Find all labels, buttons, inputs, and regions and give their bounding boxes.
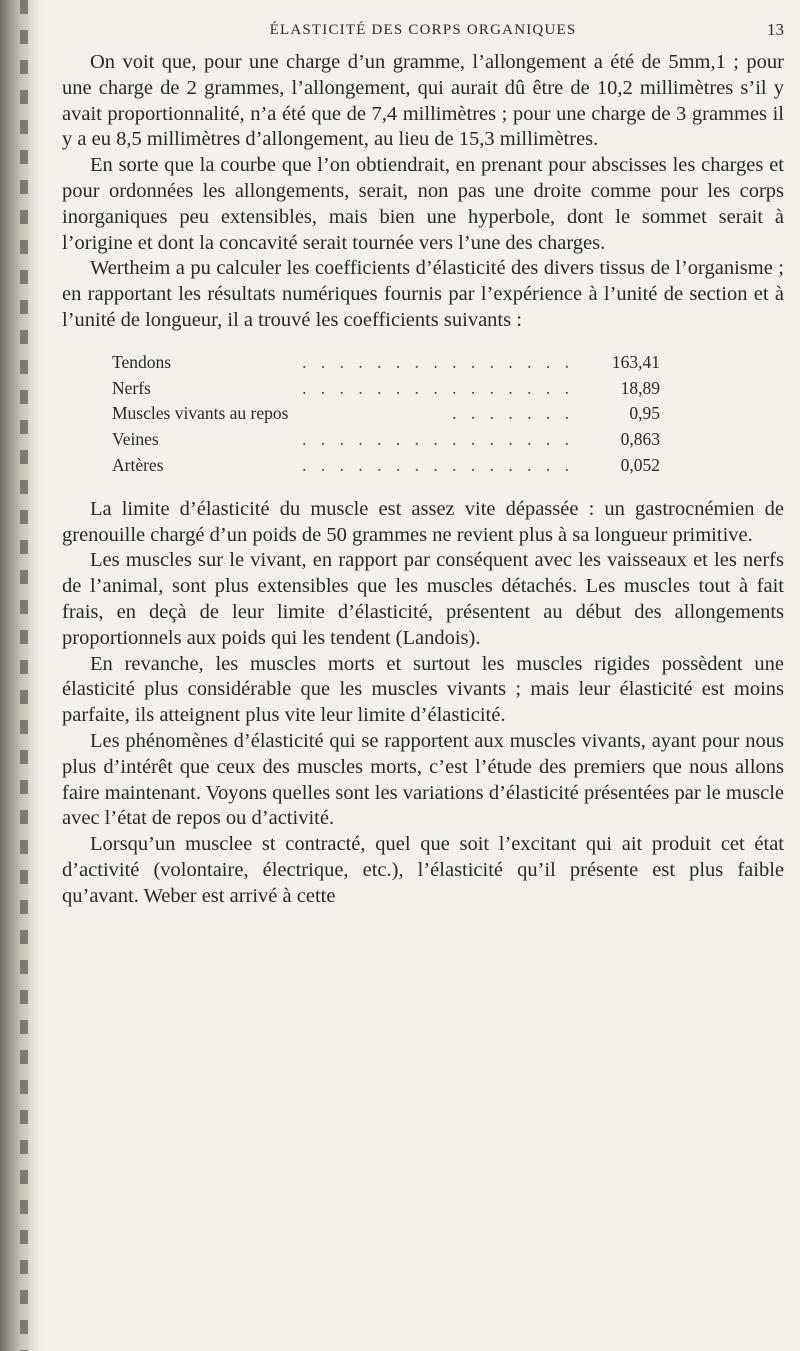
table-row bbox=[112, 453, 660, 479]
paragraph: Les muscles sur le vivant, en rapport par conséquent avec les vaisseaux et les nerfs de l’animal, sont plus extensibles que les muscles détachés. Les muscles tout à fait frais, en deçà de leur limite d’élasticité, présentent au début des allongements proportionnels aux poids qui les tendent (Landois). bbox=[62, 549, 784, 649]
coefficient-value: 18,89 bbox=[620, 377, 660, 398]
paragraph: La limite d’élasticité du muscle est assez vite dépassée : un gastrocnémien de grenouille chargé d’un poids de 50 grammes ne revient plus à sa longueur primitive. bbox=[62, 497, 784, 546]
leader-dots: . . . . . . . . . . . . . . . bbox=[302, 377, 574, 398]
body-text bbox=[62, 50, 784, 910]
table-row bbox=[112, 350, 660, 376]
book-binding-edge bbox=[20, 0, 28, 1351]
paragraph: En sorte que la courbe que l’on obtiendrait, en prenant pour abscisses les charges et pour ordonnées les allongements, serait, non pas une droite comme pour les corps inorganiques peu extensibles, mais bien une hyperbole, dont le sommet serait à l’origine et dont la concavité serait tournée vers l’une des charges. bbox=[62, 154, 784, 254]
coefficient-value: 0,052 bbox=[620, 454, 660, 475]
coefficient-value: 0,95 bbox=[629, 403, 660, 424]
paragraph: On voit que, pour une charge d’un gramme, l’allongement a été de 5mm,1 ; pour une charge de 2 grammes, l’allongement, qui aurait dû être de 10,2 millimètres s’il y avait proportionnalité, n’a été que de 7,4 millimètres ; pour une charge de 3 grammes il y a eu 8,5 millimètres d’allongement, au lieu de 15,3 millimètres. bbox=[62, 51, 784, 151]
tissue-label: Artères bbox=[112, 454, 164, 475]
tissue-label: Muscles vivants au repos bbox=[112, 403, 289, 424]
tissue-label: Tendons bbox=[112, 351, 172, 372]
table-row bbox=[112, 401, 660, 427]
leader-dots: . . . . . . . . . . . . . . . bbox=[302, 351, 574, 372]
coefficient-value: 0,863 bbox=[620, 429, 660, 450]
coefficient-value: 163,41 bbox=[611, 351, 660, 372]
page-number: 13 bbox=[767, 20, 784, 39]
paragraph: Lorsqu’un musclee st contracté, quel que soit l’excitant qui ait produit cet état d’activité (volontaire, électrique, etc.), l’élasticité qu’il présente est plus faible qu’avant. Weber est arrivé à cette bbox=[62, 833, 784, 907]
tissue-label: Nerfs bbox=[112, 377, 151, 398]
tissue-label: Veines bbox=[112, 429, 159, 450]
leader-dots: . . . . . . . . . . . . . . . bbox=[302, 454, 574, 475]
paragraph: Les phénomènes d’élasticité qui se rapportent aux muscles vivants, ayant pour nous plus d’intérêt que ceux des muscles morts, c’est l’étude des premiers que nous allons faire maintenant. Voyons quelles sont les variations d’élasticité présentées par le muscle avec l’état de repos ou d’activité. bbox=[62, 729, 784, 830]
running-head bbox=[62, 0, 784, 50]
leader-dots: . . . . . . . bbox=[452, 403, 574, 424]
book-page bbox=[62, 0, 784, 910]
leader-dots: . . . . . . . . . . . . . . . bbox=[302, 429, 574, 450]
paragraph: Wertheim a pu calculer les coefficients d’élasticité des divers tissus de l’organisme ; en rapportant les résultats numériques fournis par l’expérience à l’unité de section et à l’unité de longueur, il a trouvé les coefficients suivants : bbox=[62, 257, 784, 331]
running-title: ÉLASTICITÉ DES CORPS ORGANIQUES bbox=[269, 22, 577, 38]
coefficients-table bbox=[112, 350, 660, 479]
table-row bbox=[112, 376, 660, 402]
paragraph: En revanche, les muscles morts et surtout les muscles rigides possèdent une élasticité plus considérable que les muscles vivants ; mais leur élasticité est moins parfaite, ils atteignent plus vite leur limite d’élasticité. bbox=[62, 652, 784, 727]
table-row bbox=[112, 427, 660, 453]
